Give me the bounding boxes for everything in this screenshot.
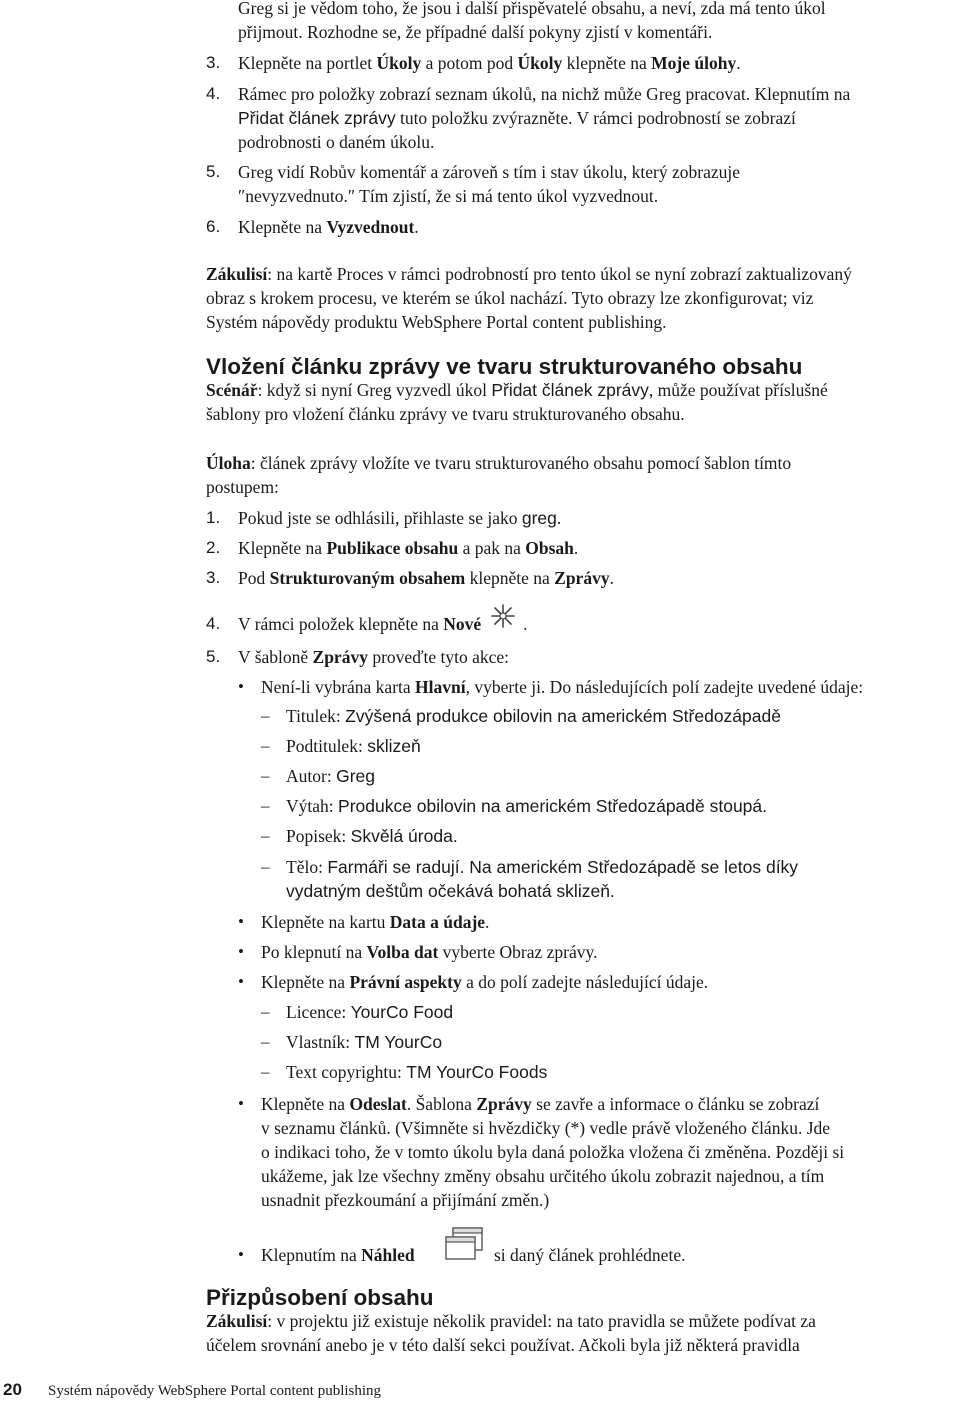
bullet-text: o indikaci toho, že v tomto úkolu byla daná položka vložena či změněna. Později si: [261, 1142, 845, 1162]
field-line: Autor: Greg: [286, 766, 375, 786]
preview-window-icon: [444, 1226, 484, 1267]
field-line: vydatným deštům očekává bohatá sklizeň.: [286, 881, 615, 901]
bullet-marker: •: [238, 1094, 244, 1113]
field-line: Licence: YourCo Food: [286, 1002, 454, 1022]
note-text: Systém nápovědy produktu WebSphere Portal content publishing.: [206, 312, 667, 332]
step-number: 5.: [206, 162, 221, 181]
dash-marker: –: [261, 1032, 270, 1051]
dash-marker: –: [261, 826, 270, 845]
section-text: Zákulisí: v projektu již existuje několik pravidel: na tato pravidla se můžete podívat za: [206, 1311, 816, 1331]
bullet-text: Po klepnutí na Volba dat vyberte Obraz zprávy.: [261, 942, 598, 962]
section-heading: Vložení článku zprávy ve tvaru strukturovaného obsahu: [206, 354, 803, 379]
bullet-text: Klepněte na Právní aspekty a do polí zadejte následující údaje.: [261, 972, 709, 992]
bullet-text: si daný článek prohlédnete.: [494, 1245, 686, 1265]
dash-marker: –: [261, 736, 270, 755]
step-text: Rámec pro položky zobrazí seznam úkolů, na nichž může Greg pracovat. Klepnutím na: [238, 84, 851, 104]
step-number: 1.: [206, 508, 221, 527]
step-text: Klepněte na Publikace obsahu a pak na Obsah.: [238, 538, 579, 558]
bullet-text: Klepněte na kartu Data a údaje.: [261, 912, 490, 932]
bullet-marker: •: [238, 972, 244, 991]
field-line: Titulek: Zvýšená produkce obilovin na americkém Středozápadě: [286, 706, 781, 726]
step-number: 2.: [206, 538, 221, 557]
bullet-marker: •: [238, 912, 244, 931]
field-line: Popisek: Skvělá úroda.: [286, 826, 458, 846]
field-line: Podtitulek: sklizeň: [286, 736, 421, 756]
bullet-text: Klepnutím na Náhled: [261, 1245, 415, 1265]
dash-marker: –: [261, 1062, 270, 1081]
text-line: Greg si je vědom toho, že jsou i další přispěvatelé obsahu, a neví, zda má tento úkol: [238, 0, 826, 18]
field-line: Vlastník: TM YourCo: [286, 1032, 443, 1052]
note-text: obraz s krokem procesu, ve kterém se úkol nachází. Tyto obrazy lze zkonfigurovat; viz: [206, 288, 814, 308]
footer-text: Systém nápovědy WebSphere Portal content publishing: [48, 1383, 382, 1399]
field-line: Text copyrightu: TM YourCo Foods: [286, 1062, 548, 1082]
dash-marker: –: [261, 706, 270, 725]
note-text: Zákulisí: na kartě Proces v rámci podrobností pro tento úkol se nyní zobrazí zaktualizovaný: [206, 264, 852, 284]
step-number: 5.: [206, 647, 221, 666]
bullet-text: Klepněte na Odeslat. Šablona Zprávy se zavře a informace o článku se zobrazí: [261, 1094, 820, 1114]
field-line: Tělo: Farmáři se radují. Na americkém Středozápadě se letos díky: [286, 857, 799, 877]
step-text: V rámci položek klepněte na Nové .: [238, 612, 528, 636]
task-text: postupem:: [206, 477, 279, 497]
step-number: 6.: [206, 217, 221, 236]
step-number: 3.: [206, 53, 221, 72]
new-star-icon: [489, 602, 517, 636]
dash-marker: –: [261, 857, 270, 876]
step-number: 4.: [206, 614, 221, 633]
dash-marker: –: [261, 766, 270, 785]
text-line: přijmout. Rozhodne se, že případné další pokyny zjistí v komentáři.: [238, 22, 713, 42]
step-text: ″nevyzvednuto.″ Tím zjistí, že si má tento úkol vyzvednout.: [238, 186, 659, 206]
step-text: Greg vidí Robův komentář a zároveň s tím i stav úkolu, který zobrazuje: [238, 162, 741, 182]
bullet-marker: •: [238, 677, 244, 696]
bullet-text: v seznamu článků. (Všimněte si hvězdičky (*) vedle právě vloženého článku. Jde: [261, 1118, 831, 1138]
bullet-marker: •: [238, 1245, 244, 1264]
step-text: podrobnosti o daném úkolu.: [238, 132, 435, 152]
page-number: 20: [3, 1380, 22, 1399]
task-text: Úloha: článek zprávy vložíte ve tvaru strukturovaného obsahu pomocí šablon tímto: [206, 453, 792, 473]
step-text: Klepněte na Vyzvednout.: [238, 217, 419, 237]
step-text: Klepněte na portlet Úkoly a potom pod Úkoly klepněte na Moje úlohy.: [238, 53, 741, 73]
scenario-text: Scénář: když si nyní Greg vyzvedl úkol Přidat článek zprávy, může používat příslušné: [206, 380, 828, 400]
dash-marker: –: [261, 796, 270, 815]
step-text: Přidat článek zprávy tuto položku zvýrazněte. V rámci podrobností se zobrazí: [238, 108, 796, 128]
field-line: Výtah: Produkce obilovin na americkém Středozápadě stoupá.: [286, 796, 768, 816]
step-text: Pod Strukturovaným obsahem klepněte na Zprávy.: [238, 568, 614, 588]
section-heading: Přizpůsobení obsahu: [206, 1285, 434, 1310]
bullet-marker: •: [238, 942, 244, 961]
scenario-text: šablony pro vložení článku zprávy ve tvaru strukturovaného obsahu.: [206, 404, 685, 424]
step-number: 3.: [206, 568, 221, 587]
step-number: 4.: [206, 84, 221, 103]
step-text: V šabloně Zprávy proveďte tyto akce:: [238, 647, 510, 667]
bullet-text: usnadnit přezkoumání a přijímání změn.): [261, 1190, 550, 1210]
dash-marker: –: [261, 1002, 270, 1021]
step-text: Pokud jste se odhlásili, přihlaste se jako greg.: [238, 508, 562, 528]
bullet-text: Není-li vybrána karta Hlavní, vyberte ji. Do následujících polí zadejte uvedené údaje:: [261, 677, 864, 697]
bullet-text: ukážeme, jak lze všechny změny obsahu určitého úkolu zobrazit najednou, a tím: [261, 1166, 825, 1186]
section-text: účelem srovnání anebo je v této další sekci používat. Ačkoli byla již některá pravidla: [206, 1335, 800, 1355]
